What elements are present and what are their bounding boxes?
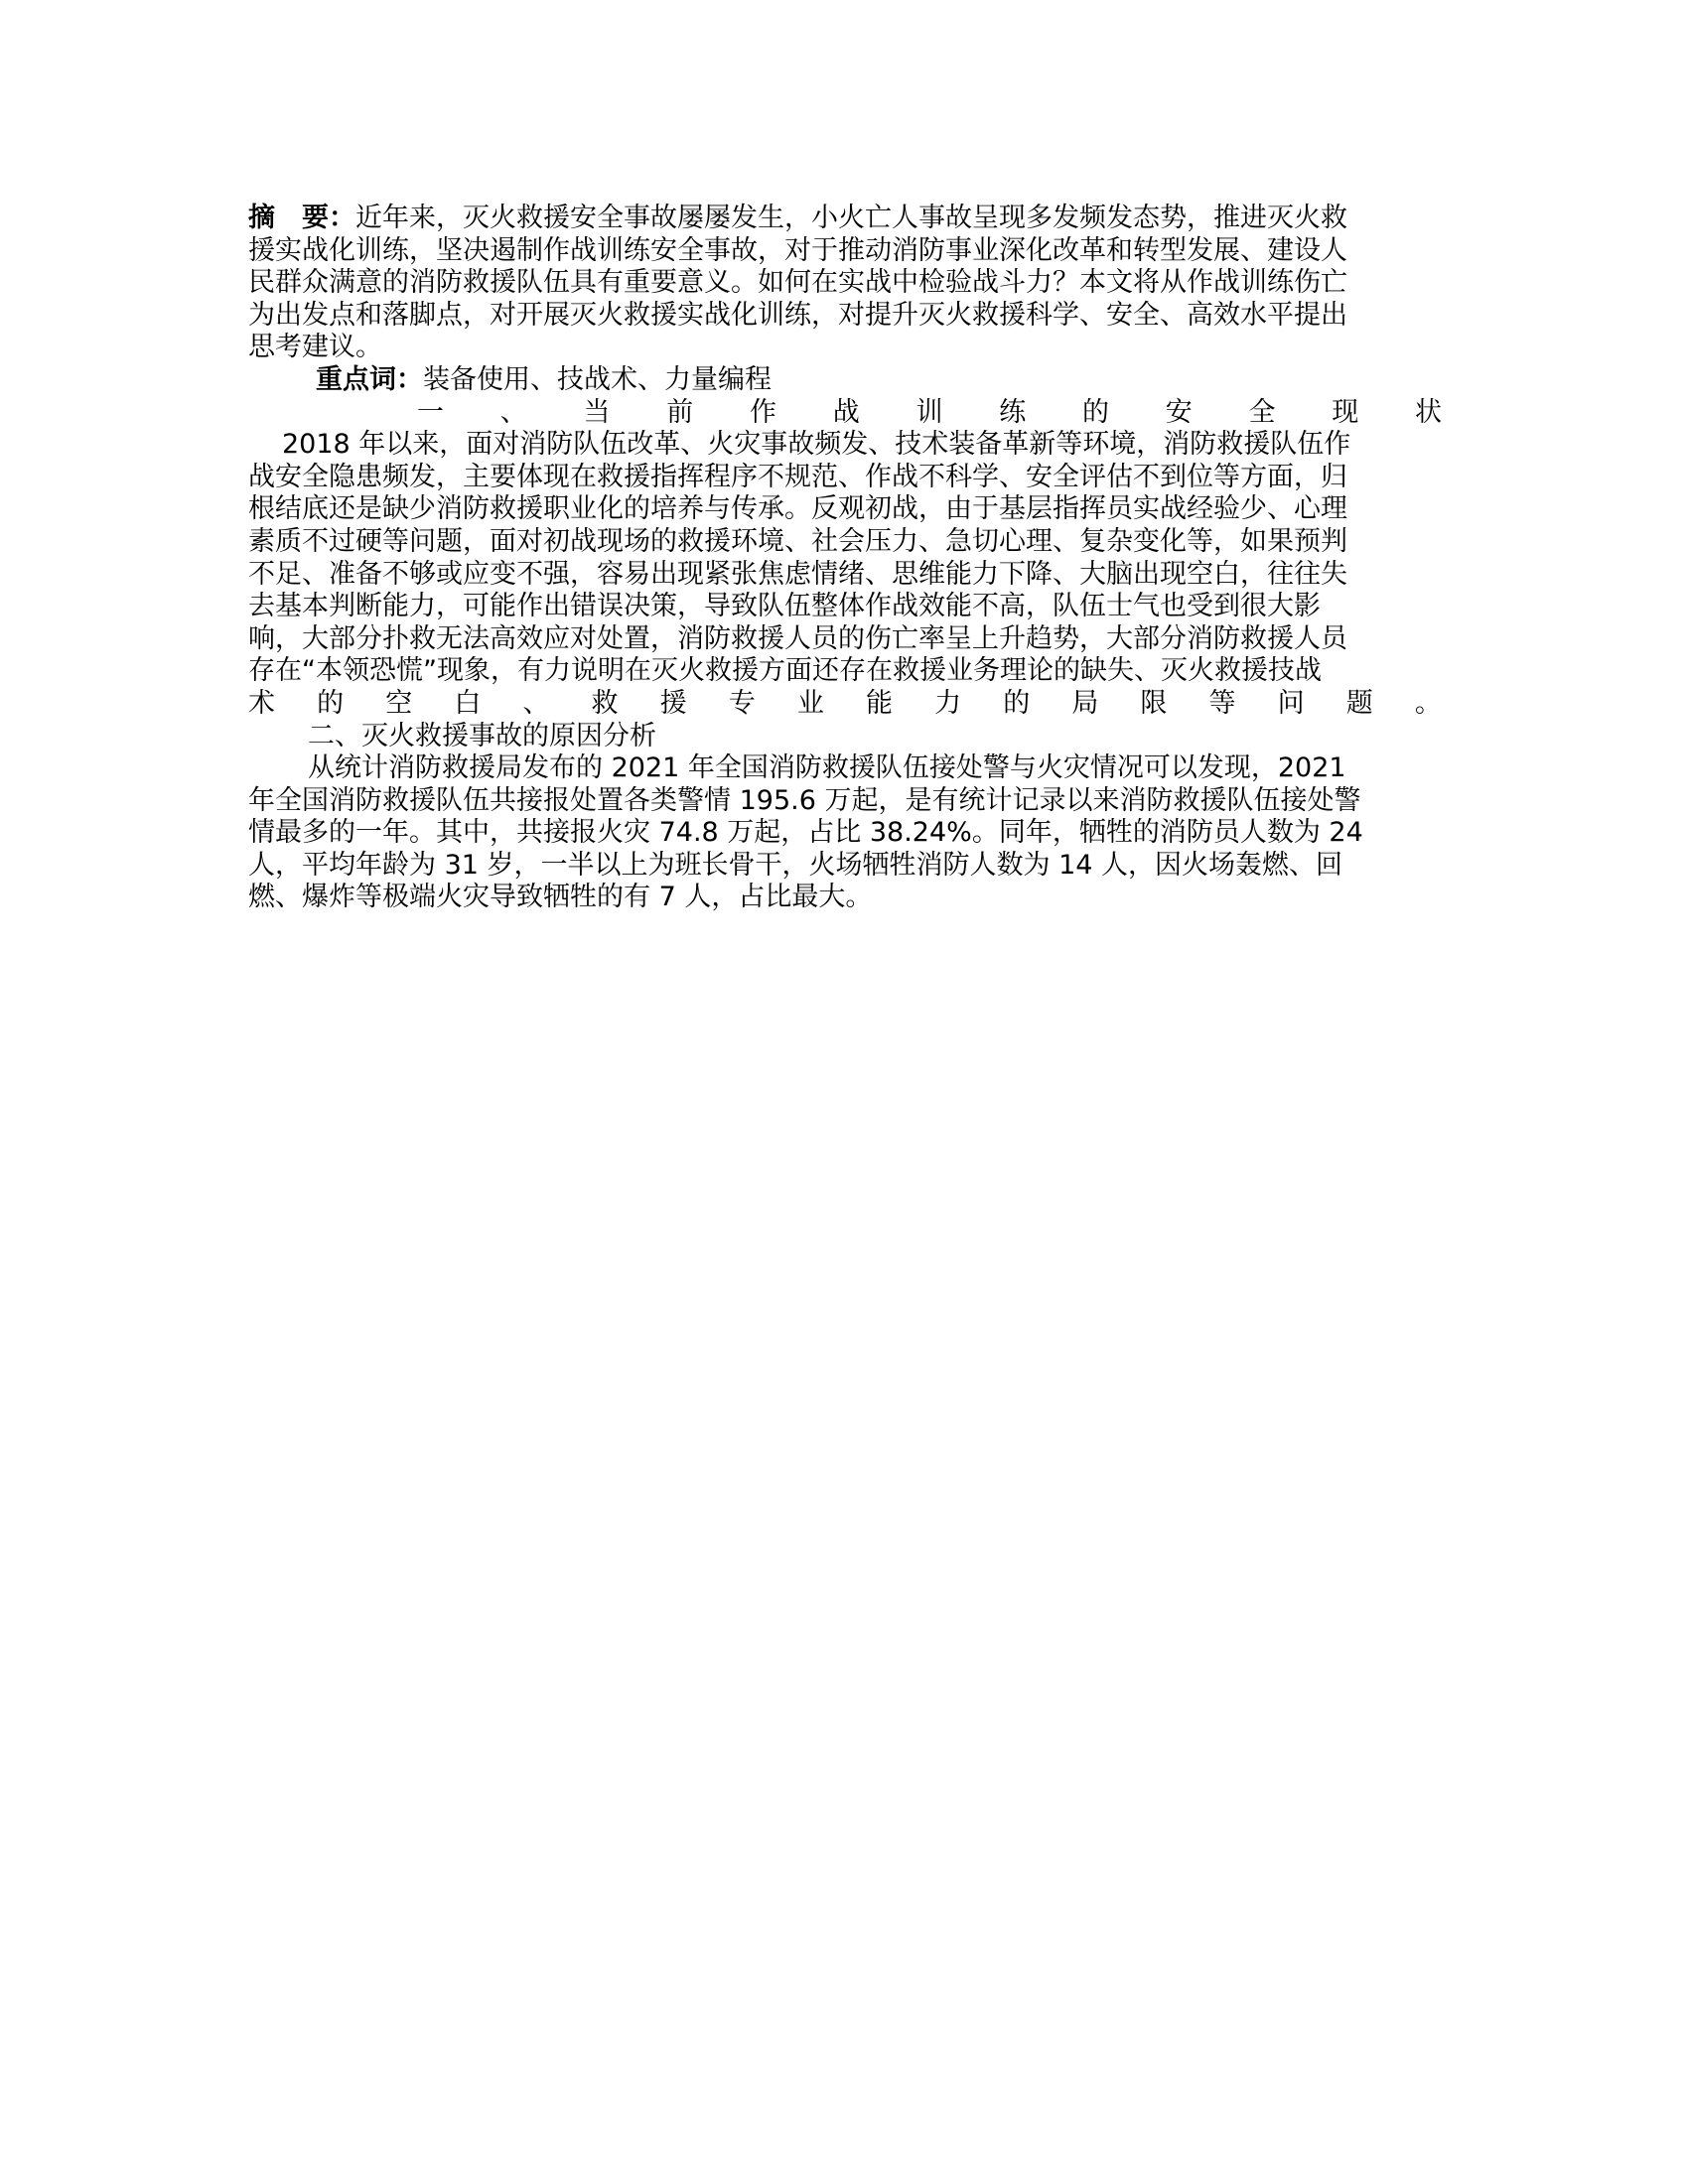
- text-char: 救: [591, 687, 619, 719]
- section1-line-6: 去基本判断能力，可能作出错误决策，导致队伍整体作战效能不高，队伍士气也受到很大影: [248, 591, 1321, 622]
- section2-line-2: 年全国消防救援队伍共接报处置各类警情 195.6 万起，是有统计记录以来消防救援队伍接处警: [248, 784, 1361, 816]
- section2-heading: 二、灭火救援事故的原因分析: [308, 720, 656, 751]
- text-char: 局: [1071, 687, 1099, 719]
- abstract-line-3: 民群众满意的消防救援队伍具有重要意义。如何在实战中检验战斗力？本文将从作战训练伤亡: [248, 267, 1347, 299]
- heading-char: 训: [915, 396, 943, 428]
- text-char: 、: [522, 687, 550, 719]
- section1-last-line: [248, 688, 1442, 721]
- section2-line-3: 情最多的一年。其中，共接报火灾 74.8 万起，占比 38.24%。同年，牺牲的消防员人数为 24: [248, 817, 1363, 849]
- keywords-line: [248, 364, 1442, 397]
- heading-char: 状: [1415, 396, 1442, 428]
- heading-char: 作: [750, 396, 776, 428]
- keywords-text: 装备使用、技战术、力量编程: [423, 363, 772, 395]
- text-char: 的: [317, 687, 345, 719]
- section1-line-1: 2018 年以来，面对消防队伍改革、火灾事故频发、技术装备革新等环境，消防救援队伍作: [282, 429, 1351, 461]
- heading-char: 、: [499, 396, 527, 428]
- text-char: 专: [728, 687, 756, 719]
- section1-line-2: 战安全隐患频发，主要体现在救援指挥程序不规范、作战不科学、安全评估不到位等方面，归: [248, 461, 1347, 492]
- abstract-line-1: [248, 203, 1442, 235]
- section1-line-3: 根结底还是缺少消防救援职业化的培养与传承。反观初战，由于基层指挥员实战经验少、心理: [248, 493, 1347, 525]
- abstract-text: 近年来，灭火救援安全事故屡屡发生，小火亡人事故呈现多发频发态势，推进灭火救: [355, 203, 1347, 233]
- text-char: 空: [385, 687, 413, 719]
- heading-char: 前: [666, 396, 694, 428]
- keywords-label: 重点词：: [316, 363, 423, 395]
- abstract-section: [248, 203, 1442, 364]
- text-char: 术: [248, 687, 275, 719]
- abstract-label: 摘 要：: [248, 203, 355, 233]
- heading-char: 一: [417, 396, 444, 428]
- heading-char: 现: [1332, 396, 1359, 428]
- heading-char: 练: [999, 396, 1027, 428]
- text-char: 能: [865, 687, 893, 719]
- section1-heading: [248, 397, 1442, 430]
- document-page: [248, 203, 1442, 914]
- text-char: 援: [659, 687, 687, 719]
- text-char: 力: [934, 687, 962, 719]
- abstract-line-5: 思考建议。: [248, 332, 382, 363]
- heading-char: 全: [1248, 396, 1276, 428]
- section1-line-5: 不足、准备不够或应变不强，容易出现紧张焦虑情绪、思维能力下降、大脑出现空白，往往失: [248, 558, 1347, 590]
- abstract-line-4: 为出发点和落脚点，对开展灭火救援实战化训练，对提升灭火救援科学、安全、高效水平提出: [248, 299, 1347, 331]
- section2-line-1: 从统计消防救援局发布的 2021 年全国消防救援队伍接处警与火灾情况可以发现，2021: [308, 752, 1346, 784]
- text-char: 限: [1140, 687, 1168, 719]
- heading-char: 的: [1082, 396, 1109, 428]
- section2-line-5: 燃、爆炸等极端火灾导致牺牲的有 7 人，占比最大。: [248, 882, 873, 913]
- heading-char: 战: [832, 396, 860, 428]
- section1-line-8: 存在“本领恐慌”现象，有力说明在灭火救援方面还存在救援业务理论的缺失、灭火救援技战: [248, 655, 1322, 687]
- section1-line-4: 素质不过硬等问题，面对初战现场的救援环境、社会压力、急切心理、复杂变化等，如果预判: [248, 525, 1347, 557]
- text-char: 业: [796, 687, 824, 719]
- text-char: 。: [1414, 687, 1442, 719]
- section1-line-7: 响，大部分扑救无法高效应对处置，消防救援人员的伤亡率呈上升趋势，大部分消防救援人员: [248, 622, 1347, 654]
- text-char: 题: [1345, 687, 1373, 719]
- text-char: 等: [1208, 687, 1236, 719]
- abstract-line-2: 援实战化训练，坚决遏制作战训练安全事故，对于推动消防事业深化改革和转型发展、建设人: [248, 234, 1347, 266]
- text-char: 问: [1277, 687, 1305, 719]
- text-char: 的: [1003, 687, 1031, 719]
- heading-char: 安: [1165, 396, 1193, 428]
- text-char: 白: [454, 687, 482, 719]
- section2-line-4: 人，平均年龄为 31 岁，一半以上为班长骨干，火场牺牲消防人数为 14 人，因火场轰燃、回: [248, 849, 1343, 881]
- heading-char: 当: [583, 396, 611, 428]
